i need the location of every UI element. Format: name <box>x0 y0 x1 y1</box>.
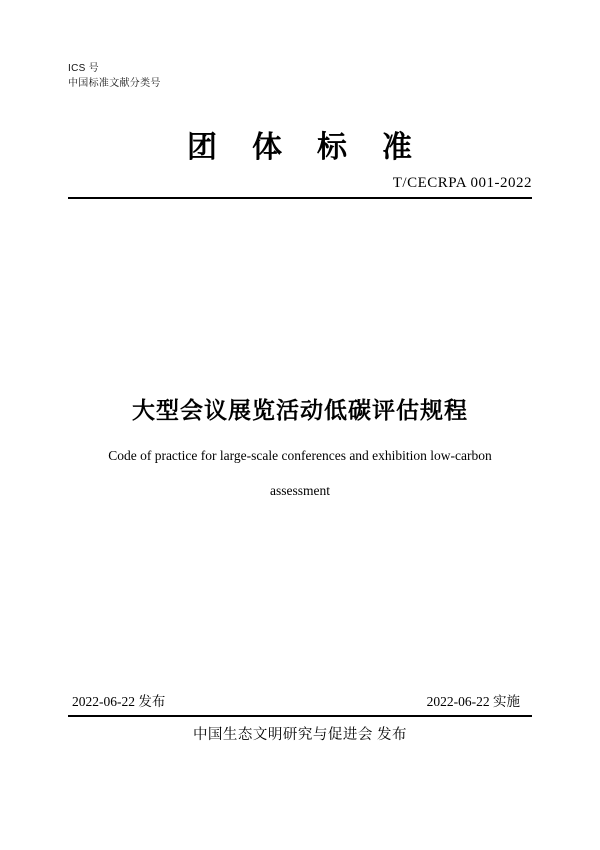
document-title-cn: 大型会议展览活动低碳评估规程 <box>132 398 468 423</box>
document-title-en <box>60 438 540 508</box>
standard-type-char-3: 标 <box>317 131 348 164</box>
ics-code: ICS 号 <box>68 63 99 74</box>
ccs-code: 中国标准文献分类号 <box>68 77 161 89</box>
standard-type-char-4: 准 <box>382 131 413 164</box>
header-codes <box>68 62 161 91</box>
header-divider <box>68 197 532 199</box>
effective-date: 2022-06-22 实施 <box>426 694 520 709</box>
standard-type-title <box>68 122 532 166</box>
footer-divider <box>68 715 532 717</box>
dates-row <box>68 690 532 710</box>
publisher: 中国生态文明研究与促进会 发布 <box>192 727 408 743</box>
standard-type-char-2: 体 <box>252 131 283 164</box>
document-title-en-line1: Code of practice for large-scale conferences and exhibition low-carbon <box>108 448 492 463</box>
issue-date: 2022-06-22 发布 <box>72 694 166 709</box>
standard-number: T/CECRPA 001-2022 <box>392 175 532 191</box>
document-title-en-line2: assessment <box>270 483 330 499</box>
standard-type-char-1: 团 <box>187 131 218 164</box>
